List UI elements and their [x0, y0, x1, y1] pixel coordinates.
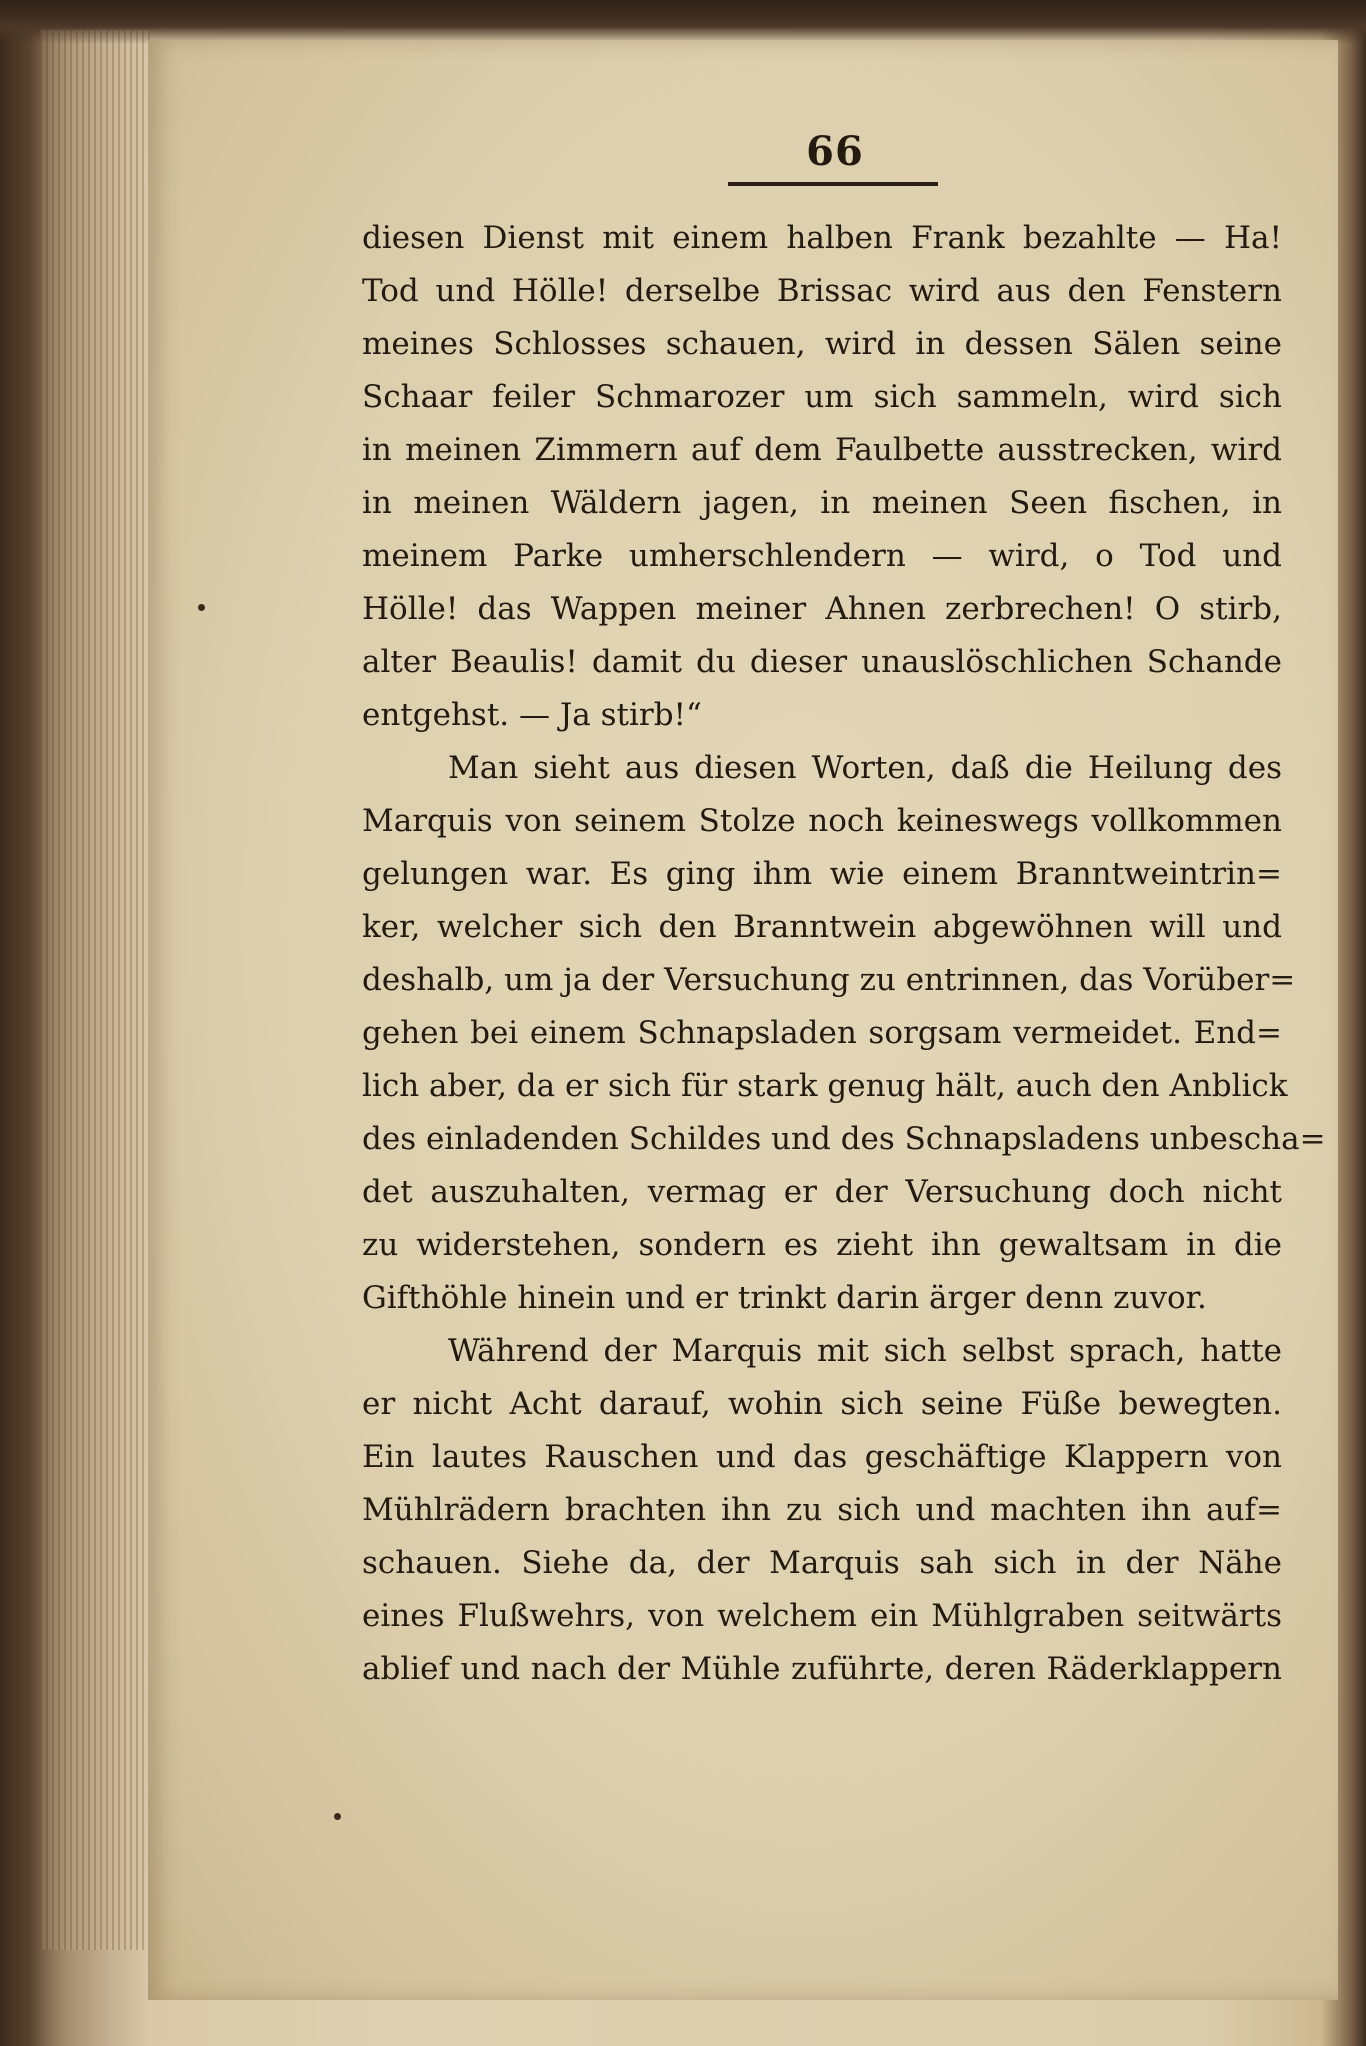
text-line: Marquis von seinem Stolze noch keineswegs vollkommen [362, 803, 1282, 839]
text-line: diesen Dienst mit einem halben Frank bezahlte — Ha! [362, 220, 1282, 256]
text-line: Hölle! das Wappen meiner Ahnen zerbrechen! O stirb, [362, 591, 1282, 627]
text-line: entgehst. — Ja stirb!“ [362, 697, 702, 733]
text-line: det auszuhalten, vermag er der Versuchung doch nicht [362, 1174, 1282, 1210]
text-line: des einladenden Schildes und des Schnapsladens unbescha= [362, 1121, 1326, 1157]
text-line: deshalb, um ja der Versuchung zu entrinnen, das Vorüber= [362, 962, 1296, 998]
text-line: Schaar feiler Schmarozer um sich sammeln, wird sich [362, 379, 1282, 415]
text-line: gelungen war. Es ging ihm wie einem Branntweintrin= [362, 856, 1282, 892]
text-line: meinem Parke umherschlendern — wird, o Tod und [362, 538, 1282, 574]
text-line: meines Schlosses schauen, wird in dessen Sälen seine [362, 326, 1282, 362]
page-number: 66 [806, 128, 864, 175]
scan-top-edge [0, 0, 1366, 44]
text-line: zu widerstehen, sondern es zieht ihn gewaltsam in die [362, 1227, 1282, 1263]
text-line: alter Beaulis! damit du dieser unauslöschlichen Schande [362, 644, 1282, 680]
text-line: lich aber, da er sich für stark genug hält, auch den Anblick [362, 1068, 1288, 1104]
text-line: Während der Marquis mit sich selbst sprach, hatte [448, 1333, 1282, 1369]
text-line: schauen. Siehe da, der Marquis sah sich in der Nähe [362, 1545, 1282, 1581]
text-line: Ein lautes Rauschen und das geschäftige Klappern von [362, 1439, 1282, 1475]
paper-speck [334, 1813, 341, 1820]
text-line: ker, welcher sich den Branntwein abgewöhnen will und [362, 909, 1282, 945]
text-line: Tod und Hölle! derselbe Brissac wird aus den Fenstern [362, 273, 1282, 309]
text-line: Gifthöhle hinein und er trinkt darin ärger denn zuvor. [362, 1280, 1207, 1316]
text-line: eines Flußwehrs, von welchem ein Mühlgraben seitwärts [362, 1598, 1282, 1634]
text-line: in meinen Zimmern auf dem Faulbette ausstrecken, wird [362, 432, 1282, 468]
text-line: Man sieht aus diesen Worten, daß die Heilung des [448, 750, 1282, 786]
book-page-edges [40, 30, 150, 1950]
text-line: er nicht Acht darauf, wohin sich seine Füße bewegten. [362, 1386, 1282, 1422]
text-line: ablief und nach der Mühle zuführte, deren Räderklappern [362, 1651, 1282, 1687]
text-line: gehen bei einem Schnapsladen sorgsam vermeidet. End= [362, 1015, 1282, 1051]
text-line: Mühlrädern brachten ihn zu sich und machten ihn auf= [362, 1492, 1282, 1528]
paper-speck [198, 604, 205, 611]
page-text [362, 212, 1326, 1696]
text-line: in meinen Wäldern jagen, in meinen Seen fischen, in [362, 485, 1282, 521]
page-number-rule [728, 182, 938, 186]
